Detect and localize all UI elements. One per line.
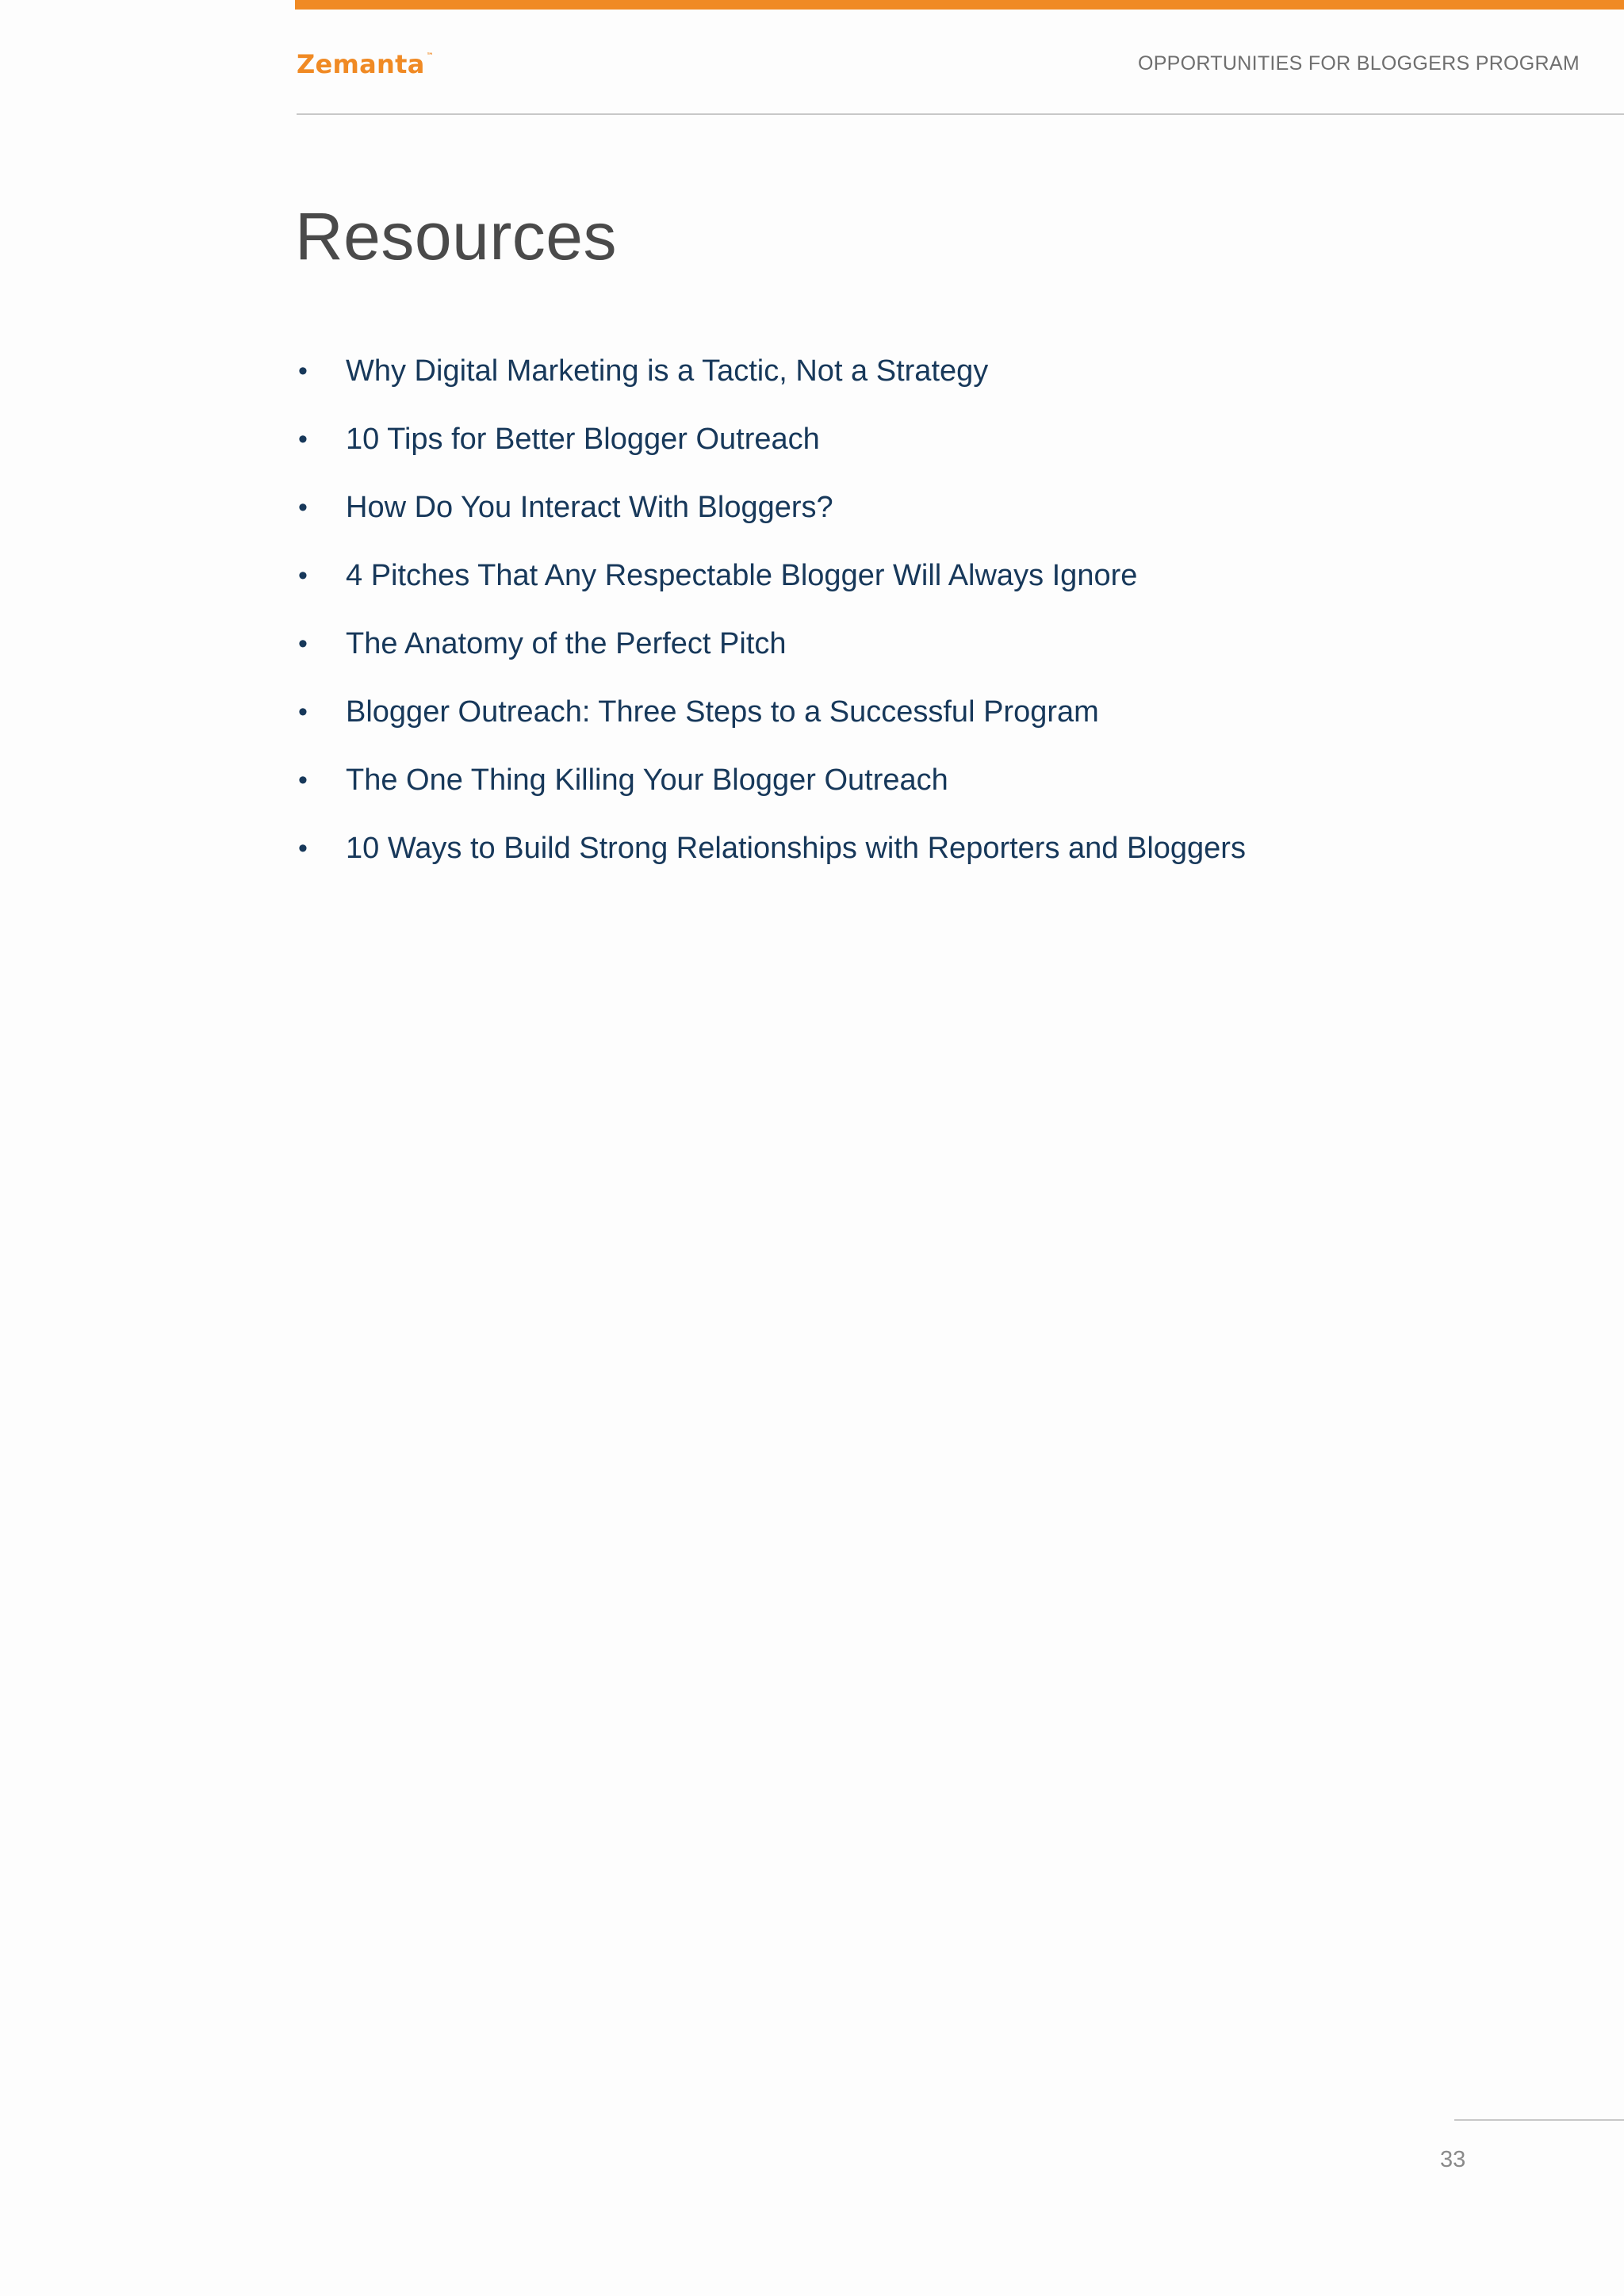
logo-text: Zemanta	[297, 49, 425, 79]
bullet-icon: •	[298, 492, 308, 522]
page-title: Resources	[295, 199, 618, 274]
page-number: 33	[1440, 2147, 1466, 2172]
bullet-icon: •	[298, 356, 308, 386]
bullet-icon: •	[298, 697, 308, 727]
resource-item[interactable]	[295, 482, 1246, 550]
resource-item[interactable]	[295, 687, 1246, 755]
resource-link[interactable]: The One Thing Killing Your Blogger Outreach	[346, 763, 948, 797]
bullet-icon: •	[298, 561, 308, 591]
resource-link[interactable]: Why Digital Marketing is a Tactic, Not a Strategy	[346, 354, 989, 388]
footer-divider	[1454, 2119, 1624, 2121]
zemanta-logo	[297, 49, 434, 79]
resource-link[interactable]: 10 Ways to Build Strong Relationships with Reporters and Bloggers	[346, 832, 1246, 865]
header-divider	[297, 113, 1624, 115]
resource-item[interactable]	[295, 618, 1246, 687]
trademark-mark: ™	[426, 52, 434, 60]
resource-item[interactable]	[295, 755, 1246, 823]
bullet-icon: •	[298, 833, 308, 863]
resource-item[interactable]	[295, 414, 1246, 482]
program-title: OPPORTUNITIES FOR BLOGGERS PROGRAM	[1137, 52, 1580, 75]
resource-link[interactable]: The Anatomy of the Perfect Pitch	[346, 627, 787, 660]
resource-link[interactable]: How Do You Interact With Bloggers?	[346, 491, 833, 524]
resource-link[interactable]: 10 Tips for Better Blogger Outreach	[346, 423, 820, 456]
resource-item[interactable]	[295, 346, 1246, 414]
bullet-icon: •	[298, 765, 308, 795]
resource-link[interactable]: Blogger Outreach: Three Steps to a Successful Program	[346, 695, 1099, 729]
top-accent-bar	[295, 0, 1624, 10]
bullet-icon: •	[298, 629, 308, 659]
resource-list	[295, 346, 1246, 891]
resource-item[interactable]	[295, 823, 1246, 891]
bullet-icon: •	[298, 424, 308, 454]
resource-item[interactable]	[295, 550, 1246, 618]
resource-link[interactable]: 4 Pitches That Any Respectable Blogger Will Always Ignore	[346, 559, 1138, 592]
